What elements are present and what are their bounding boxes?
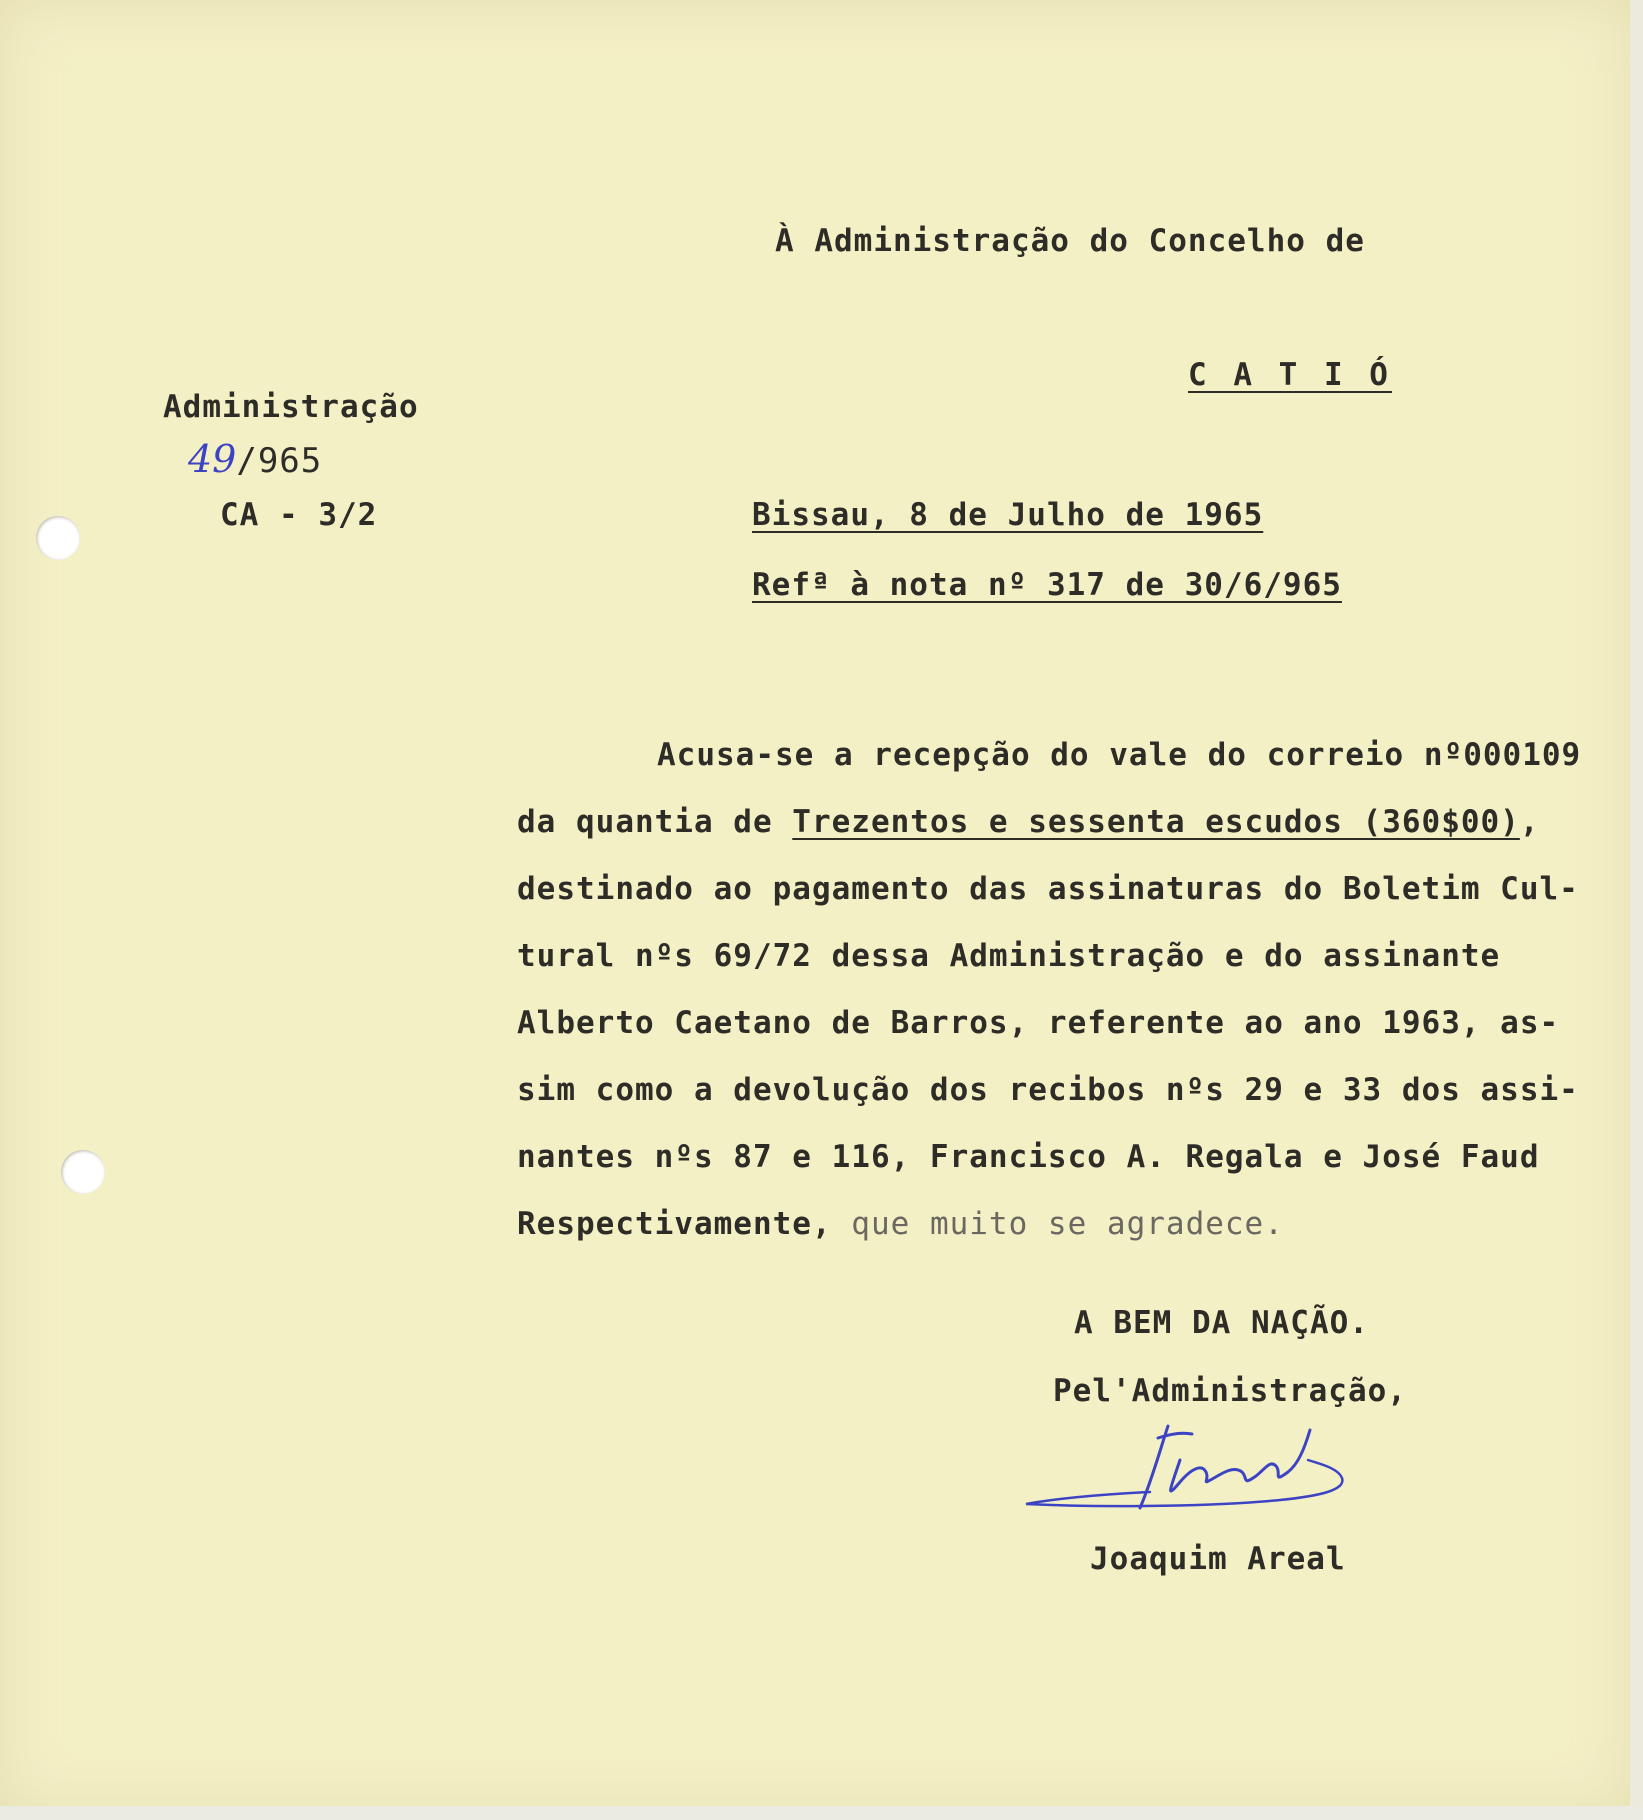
handwritten-number: 49	[188, 437, 237, 481]
body-line-4: tural nºs 69/72 dessa Administração e do assinante	[517, 938, 1501, 974]
body-line-6: sim como a devolução dos recibos nºs 29 e 33 dos assi-	[517, 1072, 1579, 1108]
reference-number	[188, 437, 323, 481]
scan-edge-right	[1630, 0, 1643, 1820]
ref-line: Refª à nota nº 317 de 30/6/965	[752, 567, 1342, 603]
body-line-2-suffix: ,	[1519, 804, 1540, 840]
body-line-2-prefix: da quantia de	[517, 804, 793, 840]
recipient-town: C A T I Ó	[1188, 357, 1392, 393]
reference-office: Administração	[163, 389, 419, 425]
body-line-2	[517, 804, 1540, 840]
closing-by: Pel'Administração,	[1053, 1373, 1407, 1409]
recipient-line: À Administração do Concelho de	[775, 223, 1365, 259]
handwritten-signature	[1020, 1420, 1360, 1530]
signatory-name: Joaquim Areal	[1090, 1541, 1346, 1577]
body-line-8-light: que muito se agradece.	[831, 1206, 1284, 1242]
body-line-3: destinado ao pagamento das assinaturas do Boletim Cul-	[517, 871, 1579, 907]
scan-edge-bottom	[0, 1806, 1643, 1820]
closing-motto: A BEM DA NAÇÃO.	[1074, 1305, 1369, 1341]
body-line-8	[517, 1206, 1284, 1242]
body-line-7: nantes nºs 87 e 116, Francisco A. Regala e José Faud	[517, 1139, 1540, 1175]
body-line-1: Acusa-se a recepção do vale do correio nº000109	[657, 737, 1582, 773]
body-line-5: Alberto Caetano de Barros, referente ao ano 1963, as-	[517, 1005, 1560, 1041]
reference-year: /965	[236, 441, 323, 481]
amount-text: Trezentos e sessenta escudos (360$00)	[792, 804, 1520, 840]
date-line: Bissau, 8 de Julho de 1965	[752, 497, 1264, 533]
reference-code: CA - 3/2	[220, 497, 378, 533]
punch-hole-top	[36, 516, 80, 560]
body-line-8-bold: Respectivamente,	[517, 1206, 832, 1242]
punch-hole-bottom	[61, 1150, 105, 1194]
